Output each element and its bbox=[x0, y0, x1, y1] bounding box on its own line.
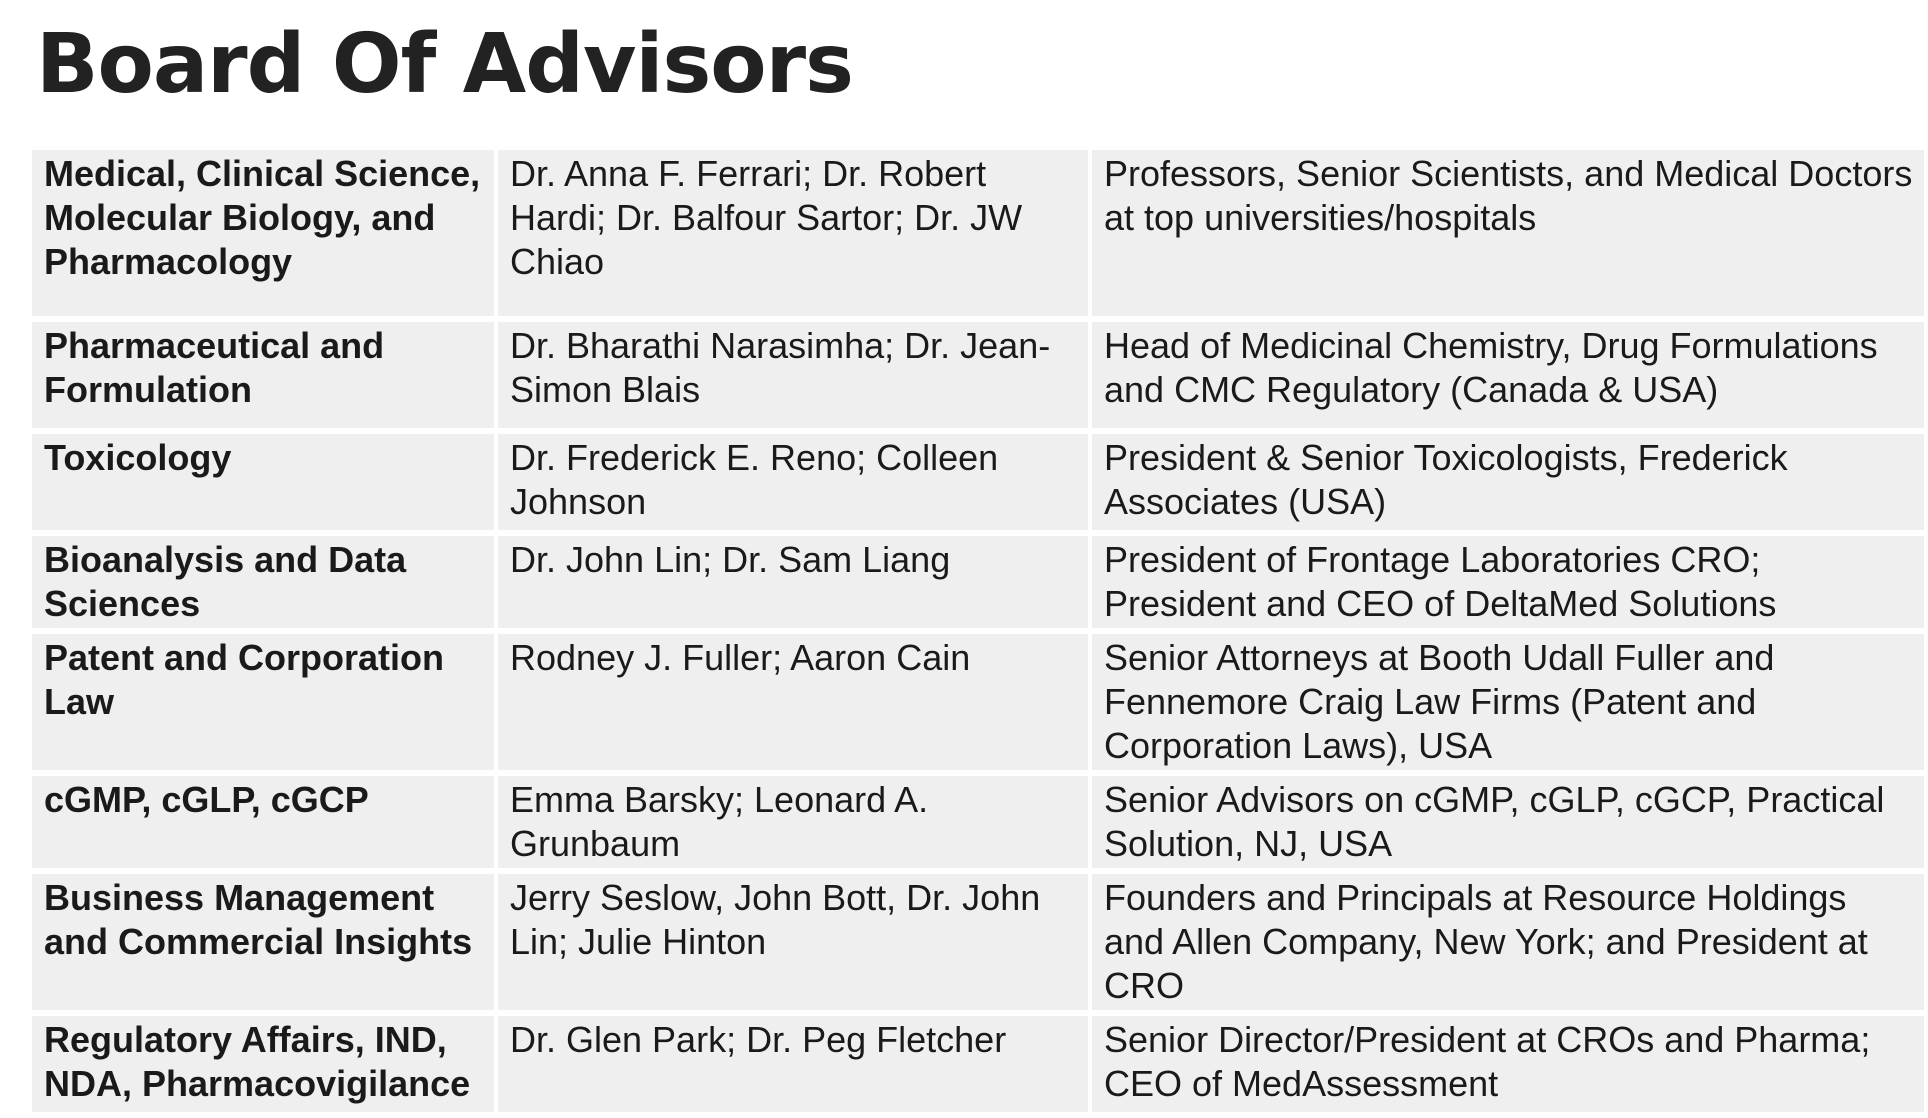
table-row bbox=[32, 776, 1924, 868]
advisory-area-cell: Business Management and Commercial Insights bbox=[32, 874, 494, 1010]
advisor-table bbox=[28, 144, 1928, 1118]
table-row bbox=[32, 434, 1924, 530]
advisor-names-cell: Dr. Glen Park; Dr. Peg Fletcher bbox=[498, 1016, 1088, 1112]
table-row bbox=[32, 1016, 1924, 1112]
advisory-area-cell: Pharmaceutical and Formulation bbox=[32, 322, 494, 428]
table-row bbox=[32, 874, 1924, 1010]
advisor-names-cell: Dr. John Lin; Dr. Sam Liang bbox=[498, 536, 1088, 628]
advisor-description-cell: Head of Medicinal Chemistry, Drug Formulations and CMC Regulatory (Canada & USA) bbox=[1092, 322, 1924, 428]
advisor-names-cell: Emma Barsky; Leonard A. Grunbaum bbox=[498, 776, 1088, 868]
advisory-area-cell: Regulatory Affairs, IND, NDA, Pharmacovigilance bbox=[32, 1016, 494, 1112]
page-title: Board Of Advisors bbox=[36, 17, 853, 112]
advisory-area-cell: Bioanalysis and Data Sciences bbox=[32, 536, 494, 628]
advisor-description-cell: Founders and Principals at Resource Holdings and Allen Company, New York; and President at CRO bbox=[1092, 874, 1924, 1010]
advisor-names-cell: Dr. Bharathi Narasimha; Dr. Jean-Simon Blais bbox=[498, 322, 1088, 428]
advisor-names-cell: Rodney J. Fuller; Aaron Cain bbox=[498, 634, 1088, 770]
table-row bbox=[32, 634, 1924, 770]
advisor-names-cell: Dr. Frederick E. Reno; Colleen Johnson bbox=[498, 434, 1088, 530]
advisory-area-cell: Patent and Corporation Law bbox=[32, 634, 494, 770]
advisor-names-cell: Jerry Seslow, John Bott, Dr. John Lin; Julie Hinton bbox=[498, 874, 1088, 1010]
advisor-description-cell: Senior Attorneys at Booth Udall Fuller and Fennemore Craig Law Firms (Patent and Corporation Laws), USA bbox=[1092, 634, 1924, 770]
advisory-area-cell: Medical, Clinical Science, Molecular Biology, and Pharmacology bbox=[32, 150, 494, 316]
advisory-area-cell: Toxicology bbox=[32, 434, 494, 530]
advisor-description-cell: Senior Director/President at CROs and Pharma; CEO of MedAssessment bbox=[1092, 1016, 1924, 1112]
advisor-description-cell: President of Frontage Laboratories CRO; President and CEO of DeltaMed Solutions bbox=[1092, 536, 1924, 628]
advisor-description-cell: Professors, Senior Scientists, and Medical Doctors at top universities/hospitals bbox=[1092, 150, 1924, 316]
table-row bbox=[32, 322, 1924, 428]
advisor-description-cell: President & Senior Toxicologists, Frederick Associates (USA) bbox=[1092, 434, 1924, 530]
table-row bbox=[32, 536, 1924, 628]
advisory-area-cell: cGMP, cGLP, cGCP bbox=[32, 776, 494, 868]
advisor-description-cell: Senior Advisors on cGMP, cGLP, cGCP, Practical Solution, NJ, USA bbox=[1092, 776, 1924, 868]
advisor-names-cell: Dr. Anna F. Ferrari; Dr. Robert Hardi; Dr. Balfour Sartor; Dr. JW Chiao bbox=[498, 150, 1088, 316]
table-row bbox=[32, 150, 1924, 316]
